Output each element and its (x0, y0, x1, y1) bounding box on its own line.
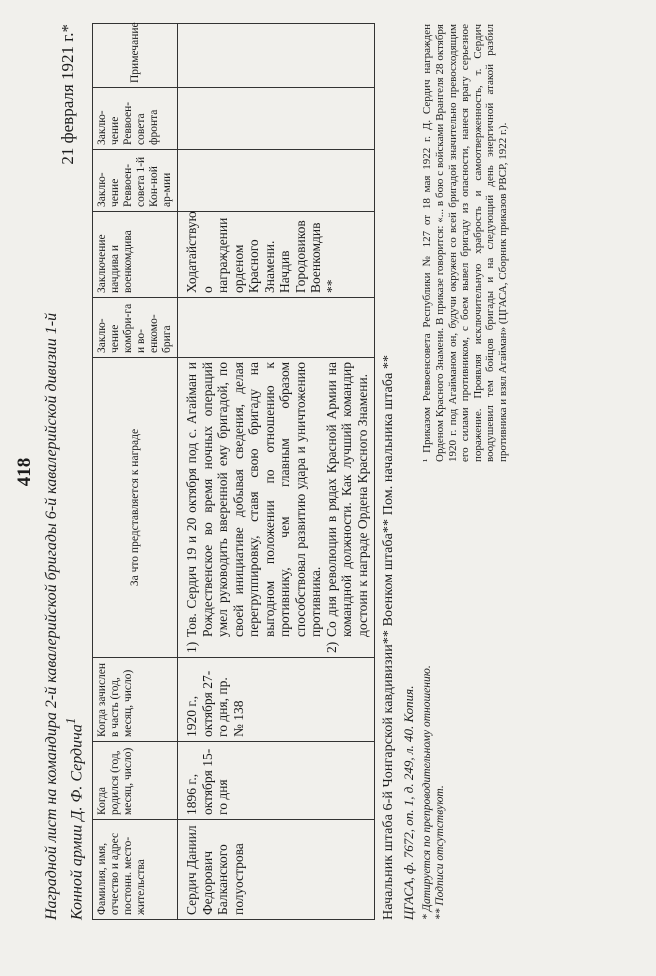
header-enlisted: Когда зачислен в часть (год, месяц, число) (93, 658, 178, 742)
reason-item-2 (324, 362, 371, 653)
cell-brigade-conclusion (178, 298, 375, 358)
cell-reason (178, 358, 375, 658)
cell-division-conclusion: Ходатайствую о награждении орденом Красного Знамени. Начдив Городовиков Военкомдив ** (178, 212, 375, 298)
footnote: ** Подписи отсутствуют. (434, 785, 447, 920)
header-row (42, 24, 86, 920)
title-text: Наградной лист на командира 2-й кавалерийской бригады 6-й кавалерийской дивизии 1-й Конной армии Д. Ф. Сердича (43, 312, 86, 920)
cell-born: 1896 г., октября 15-го дня (178, 742, 375, 820)
page-number: 418 (14, 457, 35, 487)
archive-source: ЦГАСА, ф. 7672, оп. 1, д. 249, л. 40. Копия. (401, 685, 417, 920)
header-reason: За что представляется к награде (93, 358, 178, 658)
notes-block (421, 24, 509, 920)
reason-item-1 (184, 362, 324, 653)
header-front-conclusion: Заклю-чение Реввоен-совета фронта (93, 88, 178, 150)
reason-text: Со дня революции в рядах Красной Армии на командной должности. Как лучший командир достоин к награде Ордена Красного Знамени. (323, 362, 370, 637)
reason-number: 1) (184, 641, 200, 653)
header-name: Фамилия, имя, отчество и адрес постонн. место-жительства (93, 820, 178, 920)
table-header-row (93, 24, 178, 920)
signature-line: Начальник штаба 6-й Чонгарской кавдивизии** Военком штаба** Пом. начальника штаба ** (381, 354, 397, 920)
cell-note (178, 24, 375, 88)
cell-front-conclusion (178, 88, 375, 150)
header-brigade-conclusion: Заклю-чение комбри-га и во-енкомо-брига (93, 298, 178, 358)
header-army-conclusion: Заклю-чение Реввоен-совета 1-й Кон-ной ар-мии (93, 150, 178, 212)
title-footnote-mark: 1 (63, 717, 78, 725)
header-division-conclusion: Заключение начдива и военкомдива (93, 212, 178, 298)
award-table (92, 23, 375, 920)
header-born: Когда родился (год, месяц, число) (93, 742, 178, 820)
cell-army-conclusion (178, 150, 375, 212)
reason-text: Тов. Сердич 19 и 20 октября под с. Агайман и Рождественское во время ночных операций умел руководить вверенной ему бригадой, по своей инициативе добывая сведения, делая перегруппировку, ставя свою бригаду на выгодном положении по отношению к противнику, чем главным образом способствовал развитию удара и уничтожению противника. (184, 362, 324, 637)
header-note: Примечание (93, 24, 178, 88)
cell-name: Сердич Даниил Федорович Балканского полуострова (178, 820, 375, 920)
document-title (42, 300, 86, 920)
endnote: ¹ Приказом Реввоенсовета Республики № 127 от 18 мая 1922 г. Д. Сердич награжден Орденом Красного Знамени. В приказе говорится: «... в бою с войсками Врангеля 28 октября 1920 г. под Агайманом он, будучи окружен со всей бригадой значительно превосходящим его силами противником, с боем вывел бригаду из опасности, нанеся врагу серьезное поражение. Проявляя исключительную храбрость и самоотверженность, т. Сердич воодушевил тем бойцов бригады и на следующий день энергичной атакой разбил противника и взял Агайман» (ЦГАСА, Сборник приказов РВСР, 1922 г.). (421, 24, 509, 462)
reason-number: 2) (323, 641, 339, 653)
cell-enlisted: 1920 г., октября 27-го дня, пр. № 138 (178, 658, 375, 742)
document-date: 21 февраля 1921 г.* (58, 24, 77, 165)
footnote: * Датируется по препроводительному отношению. (421, 665, 434, 920)
table-row (178, 24, 375, 920)
footnotes (421, 472, 509, 920)
